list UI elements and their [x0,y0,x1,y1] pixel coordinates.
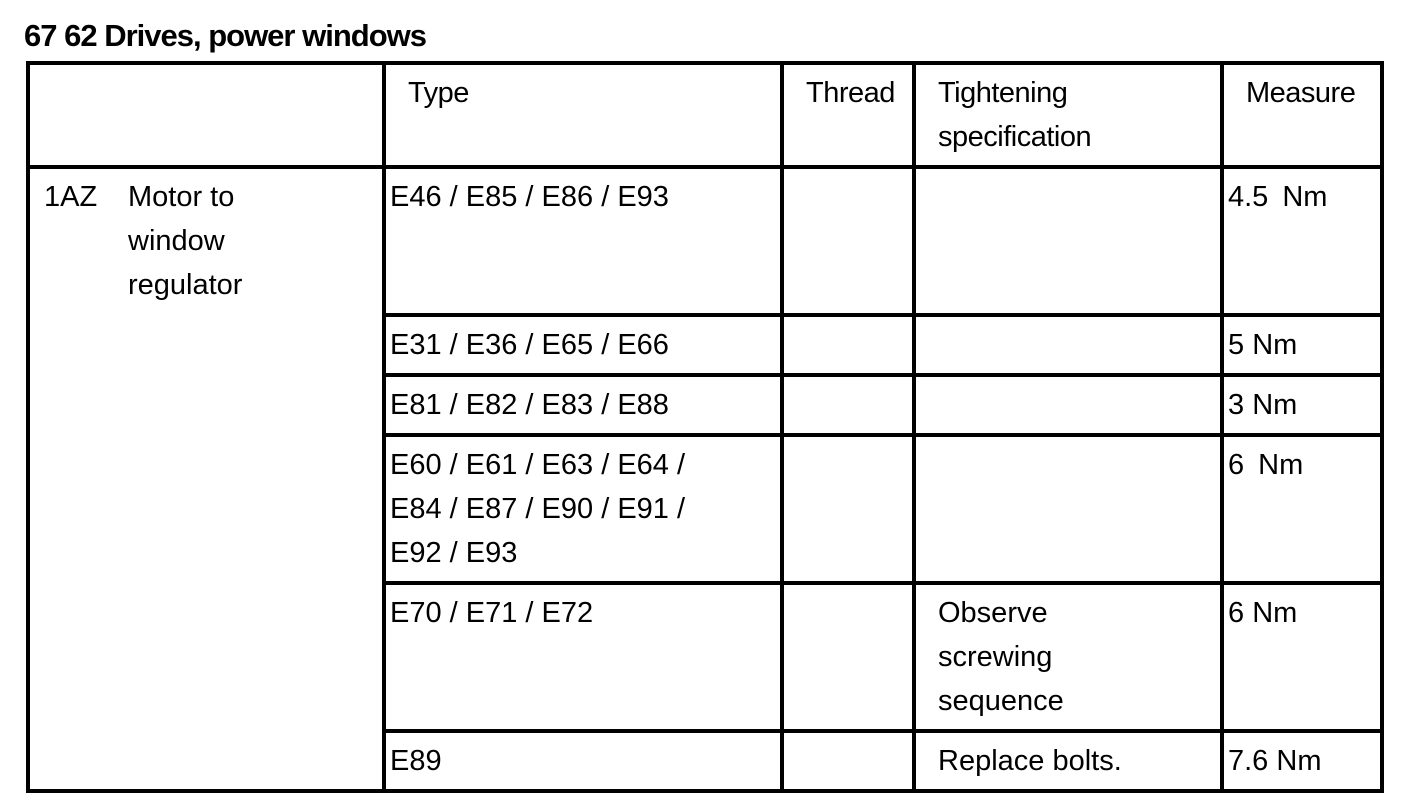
spec-line3: sequence [938,685,1064,717]
header-blank [28,63,384,167]
type-text: E81 / E82 / E83 / E88 [390,389,669,421]
header-tightening-line1: Tightening [938,77,1068,109]
measure-cell [1222,315,1382,375]
measure-value: 6 [1228,597,1245,629]
item-desc-line2: window [128,225,225,257]
spec-cell [914,315,1222,375]
type-cell [384,583,782,731]
type-cell [384,315,782,375]
spec-line2: screwing [938,641,1053,673]
measure-cell [1222,435,1382,583]
type-cell [384,375,782,435]
table-row [28,167,1382,315]
measure-value: 4.5 [1228,181,1269,213]
spec-line1: Replace bolts. [938,745,1122,777]
spec-cell [914,583,1222,731]
header-thread: Thread [782,63,914,167]
torque-spec-table [26,61,1384,793]
thread-cell [782,167,914,315]
measure-cell [1222,375,1382,435]
item-code: 1AZ [44,181,98,213]
type-text: E31 / E36 / E65 / E66 [390,329,669,361]
type-text-line3: E92 / E93 [390,537,518,569]
spec-cell [914,375,1222,435]
measure-unit: Nm [1282,181,1328,213]
measure-cell [1222,583,1382,731]
spec-cell [914,731,1222,791]
measure-value: 7.6 [1228,745,1269,777]
thread-cell [782,583,914,731]
header-measure: Measure [1222,63,1382,167]
thread-cell [782,375,914,435]
header-tightening [914,63,1222,167]
spec-cell [914,435,1222,583]
measure-value: 3 [1228,389,1245,421]
measure-unit: Nm [1252,389,1298,421]
type-text: E46 / E85 / E86 / E93 [390,181,669,213]
spec-cell [914,167,1222,315]
spec-line1: Observe [938,597,1048,629]
type-text-line1: E60 / E61 / E63 / E64 / [390,449,686,481]
type-text-line2: E84 / E87 / E90 / E91 / [390,493,686,525]
measure-value: 6 [1228,449,1245,481]
thread-cell [782,731,914,791]
type-cell [384,167,782,315]
measure-unit: Nm [1258,449,1304,481]
item-cell [28,167,384,791]
header-type: Type [384,63,782,167]
item-desc-line1: Motor to [128,181,235,213]
type-text: E70 / E71 / E72 [390,597,594,629]
measure-cell [1222,167,1382,315]
measure-unit: Nm [1252,329,1298,361]
thread-cell [782,435,914,583]
header-tightening-line2: specification [938,121,1092,153]
measure-cell [1222,731,1382,791]
thread-cell [782,315,914,375]
header-row [28,63,1382,167]
item-desc-line3: regulator [128,269,243,301]
measure-unit: Nm [1276,745,1322,777]
type-cell [384,435,782,583]
measure-unit: Nm [1252,597,1298,629]
page-title: 67 62 Drives, power windows [24,18,426,53]
type-text: E89 [390,745,442,777]
type-cell [384,731,782,791]
measure-value: 5 [1228,329,1245,361]
